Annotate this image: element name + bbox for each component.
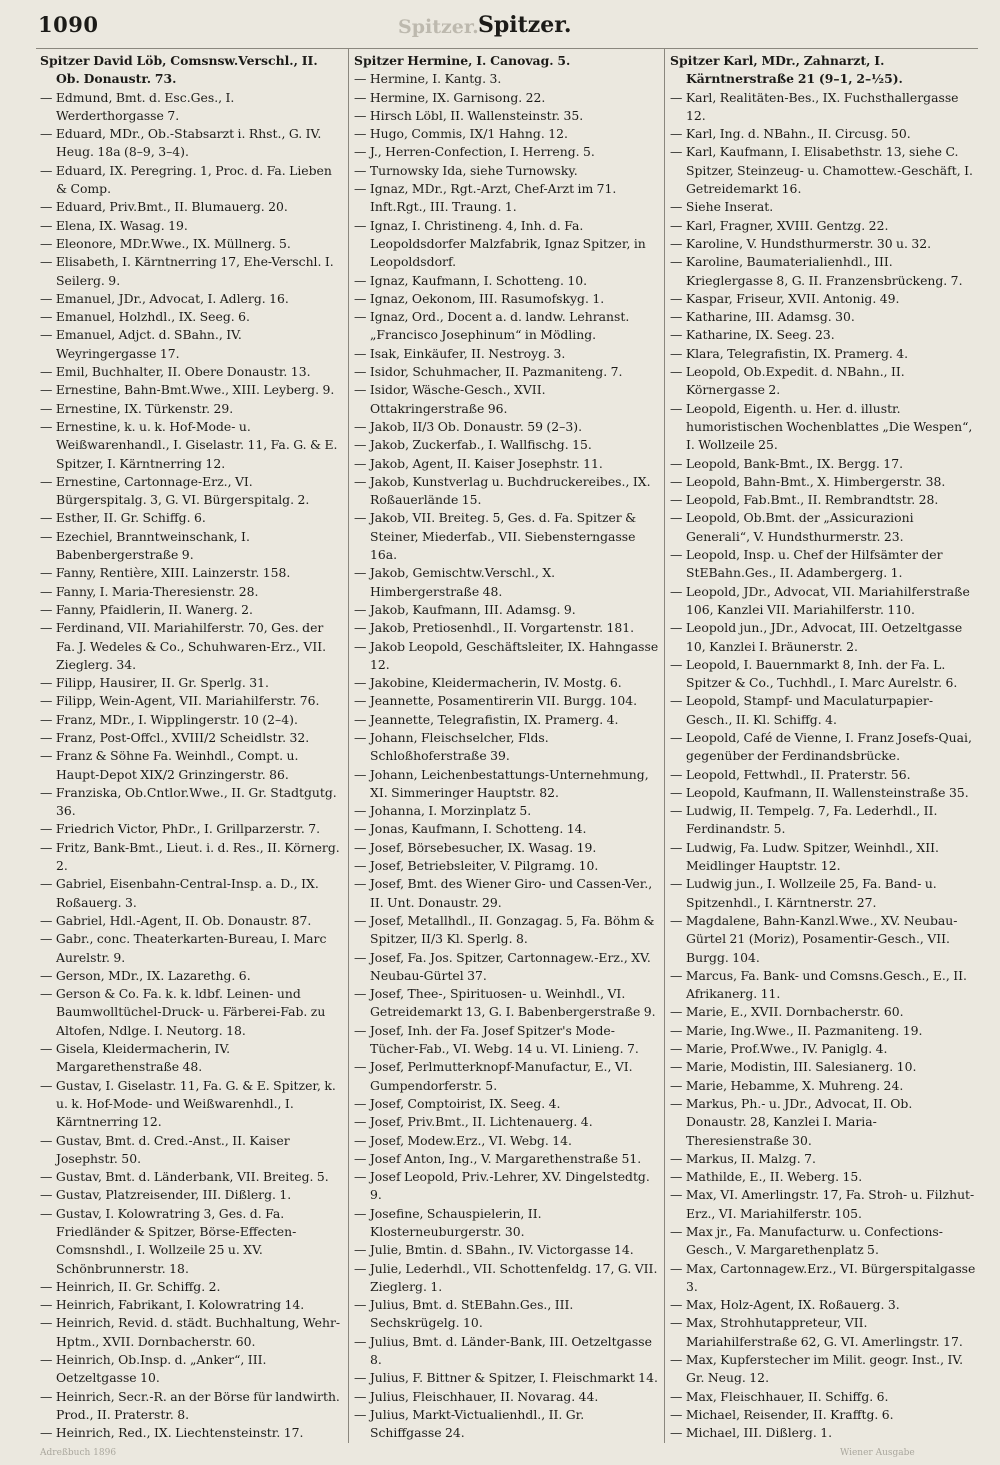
directory-entry: — Leopold, Fab.Bmt., II. Rembrandtstr. 28. [670, 492, 939, 508]
directory-entry: — Jakob, VII. Breiteg. 5, Ges. d. Fa. Spitzer & Steiner, Miederfab., VII. Siebensterngasse 16a. [354, 510, 637, 563]
directory-entry: — Leopold, Stampf- und Maculaturpapier-Gesch., II. Kl. Schiffg. 4. [670, 693, 934, 727]
directory-entry: — Jakob Leopold, Geschäftsleiter, IX. Hahngasse 12. [354, 638, 659, 672]
directory-entry: — Josef, Thee-, Spirituosen- u. Weinhdl., VI. Getreidemarkt 13, G. I. Babenbergerstraße 9. [354, 986, 656, 1020]
directory-entry: — Hermine, I. Kantg. 3. [354, 71, 502, 87]
directory-entry: — Heinrich, Fabrikant, I. Kolowratring 14. [40, 1297, 305, 1313]
directory-entry: — Marie, E., XVII. Dornbacherstr. 60. [670, 1004, 904, 1020]
running-title: Spitzer. [478, 12, 572, 38]
directory-entry: — Gabr., conc. Theaterkarten-Bureau, I. Marc Aurelstr. 9. [40, 931, 327, 965]
bleed-through-text: Spitzer. [398, 16, 479, 38]
directory-entry: — Gabriel, Hdl.-Agent, II. Ob. Donaustr. 87. [40, 912, 312, 928]
directory-entry: — Fanny, I. Maria-Theresienstr. 28. [40, 583, 259, 599]
directory-entry: — Jakob, Agent, II. Kaiser Josephstr. 11. [354, 455, 603, 471]
directory-entry: — Josef, Börsebesucher, IX. Wasag. 19. [354, 839, 597, 855]
directory-entry: — J., Herren-Confection, I. Herreng. 5. [354, 144, 595, 160]
directory-entry: — Max, Strohhutappreteur, VII. Mariahilferstraße 62, G. VI. Amerlingstr. 17. [670, 1315, 963, 1349]
directory-entry: — Ignaz, Oekonom, III. Rasumofskyg. 1. [354, 290, 605, 306]
directory-entry: — Josef, Betriebsleiter, V. Pilgramg. 10. [354, 858, 599, 874]
page-footer [0, 1446, 1000, 1462]
directory-entry: — Eduard, IX. Peregring. 1, Proc. d. Fa. Lieben & Comp. [40, 162, 332, 197]
directory-entry: — Ignaz, Ord., Docent a. d. landw. Lehranst. „Francisco Josephinum“ in Mödling. [354, 309, 630, 343]
directory-entry: — Julie, Bmtin. d. SBahn., IV. Victorgasse 14. [354, 1242, 634, 1258]
directory-entry: — Ferdinand, VII. Mariahilferstr. 70, Ges. der Fa. J. Wedeles & Co., Schuhwaren-Erz., VII. Zieglerg. 34. [40, 620, 327, 672]
directory-entry: — Emanuel, Adjct. d. SBahn., IV. Weyringergasse 17. [40, 327, 242, 361]
directory-entry: — Leopold, Café de Vienne, I. Franz Josefs-Quai, gegenüber der Ferdinandsbrücke. [670, 729, 972, 764]
directory-entry: — Heinrich, II. Gr. Schiffg. 2. [40, 1278, 221, 1294]
directory-entry: — Leopold, JDr., Advocat, VII. Mariahilferstraße 106, Kanzlei VII. Mariahilferstr. 110. [670, 583, 970, 617]
directory-entry: — Ignaz, MDr., Rgt.-Arzt, Chef-Arzt im 71. Inft.Rgt., III. Traung. 1. [354, 181, 617, 215]
directory-entry: — Mathilde, E., II. Weberg. 15. [670, 1169, 863, 1185]
directory-entry: — Josef, Comptoirist, IX. Seeg. 4. [354, 1095, 561, 1111]
directory-entry: — Hugo, Commis, IX/1 Hahng. 12. [354, 126, 568, 142]
directory-entry: — Isidor, Schuhmacher, II. Pazmaniteng. 7. [354, 364, 623, 380]
directory-entry: — Ezechiel, Branntweinschank, I. Babenbergerstraße 9. [40, 528, 250, 563]
directory-entry: — Leopold, Ob.Bmt. der „Assicurazioni Generali“, V. Hundsthurmerstr. 23. [670, 510, 914, 544]
directory-entry: — Ignaz, Kaufmann, I. Schotteng. 10. [354, 272, 588, 288]
directory-entry: — Heinrich, Secr.-R. an der Börse für landwirth. Prod., II. Praterstr. 8. [40, 1388, 340, 1422]
directory-entry: — Leopold, Bank-Bmt., IX. Bergg. 17. [670, 455, 904, 471]
directory-entry: — Max, Fleischhauer, II. Schiffg. 6. [670, 1388, 889, 1404]
header-rule [36, 48, 978, 49]
directory-entry: Spitzer Hermine, I. Canovag. 5. [354, 53, 571, 68]
directory-entry: — Markus, II. Malzg. 7. [670, 1150, 816, 1166]
directory-entry: — Karoline, V. Hundsthurmerstr. 30 u. 32. [670, 235, 932, 251]
directory-entry: — Leopold, Bahn-Bmt., X. Himbergerstr. 38. [670, 473, 946, 489]
directory-entry: — Ernestine, Bahn-Bmt.Wwe., XIII. Leyberg. 9. [40, 382, 335, 398]
directory-entry: — Friedrich Victor, PhDr., I. Grillparzerstr. 7. [40, 821, 321, 837]
directory-entry: — Emanuel, Holzhdl., IX. Seeg. 6. [40, 309, 250, 325]
directory-entry: — Julie, Lederhdl., VII. Schottenfeldg. 17, G. VII. Zieglerg. 1. [354, 1260, 658, 1294]
directory-entry: — Elisabeth, I. Kärntnerring 17, Ehe-Verschl. I. Seilerg. 9. [40, 254, 334, 288]
directory-entry: — Max jr., Fa. Manufacturw. u. Confections-Gesch., V. Margarethenplatz 5. [670, 1224, 943, 1258]
directory-entry: Spitzer David Löb, Comsnsw.Verschl., II. Ob. Donaustr. 73. [40, 53, 318, 87]
directory-entry: — Jakobine, Kleidermacherin, IV. Mostg. 6. [354, 675, 622, 691]
directory-entry: — Ignaz, I. Christineng. 4, Inh. d. Fa. Leopoldsdorfer Malzfabrik, Ignaz Spitzer, in Leopoldsdorf. [354, 217, 646, 270]
directory-entry: — Fanny, Rentière, XIII. Lainzerstr. 158. [40, 565, 291, 581]
directory-entry: — Max, Holz-Agent, IX. Roßauerg. 3. [670, 1297, 900, 1313]
directory-entry: — Max, VI. Amerlingstr. 17, Fa. Stroh- u. Filzhut-Erz., VI. Mariahilferstr. 105. [670, 1187, 975, 1221]
page-header [0, 6, 1000, 46]
directory-entry: — Gustav, Bmt. d. Cred.-Anst., II. Kaiser Josephstr. 50. [40, 1132, 290, 1166]
directory-entry: — Michael, III. Dißlerg. 1. [670, 1425, 833, 1441]
directory-entry: — Edmund, Bmt. d. Esc.Ges., I. Werderthorgasse 7. [40, 89, 235, 123]
directory-entry: — Emil, Buchhalter, II. Obere Donaustr. 13. [40, 364, 311, 380]
directory-entry: — Heinrich, Revid. d. städt. Buchhaltung, Wehr-Hptm., XVII. Dornbacherstr. 60. [40, 1315, 341, 1349]
directory-entry: — Julius, F. Bittner & Spitzer, I. Fleischmarkt 14. [354, 1370, 658, 1386]
directory-entry: — Franziska, Ob.Cntlor.Wwe., II. Gr. Stadtgutg. 36. [40, 784, 337, 819]
directory-entry: — Josef, Metallhdl., II. Gonzagag. 5, Fa. Böhm & Spitzer, II/3 Kl. Sperlg. 8. [354, 912, 655, 947]
directory-entry: — Marie, Prof.Wwe., IV. Paniglg. 4. [670, 1041, 888, 1057]
directory-entry: — Elena, IX. Wasag. 19. [40, 217, 188, 233]
directory-entry: — Jakob, Kunstverlag u. Buchdruckereibes., IX. Roßauerlände 15. [354, 473, 651, 508]
directory-entry: — Josef, Priv.Bmt., II. Lichtenauerg. 4. [354, 1114, 593, 1130]
directory-entry: — Jakob, Pretiosenhdl., II. Vorgartenstr. 181. [354, 620, 635, 636]
directory-entry: — Ernestine, IX. Türkenstr. 29. [40, 400, 234, 416]
directory-entry: — Johann, Fleischselcher, Flds. Schloßhoferstraße 39. [354, 729, 549, 764]
directory-entry: — Gustav, I. Giselastr. 11, Fa. G. & E. Spitzer, k. u. k. Hof-Mode- und Weißwarenhdl., I. Kärntnerring 12. [40, 1077, 336, 1130]
directory-entry: — Jakob, Kaufmann, III. Adamsg. 9. [354, 601, 576, 617]
directory-entry: — Gabriel, Eisenbahn-Central-Insp. a. D., IX. Roßauerg. 3. [40, 876, 319, 910]
directory-entry: — Gustav, Bmt. d. Länderbank, VII. Breiteg. 5. [40, 1169, 329, 1185]
directory-entry: — Emanuel, JDr., Advocat, I. Adlerg. 16. [40, 290, 289, 306]
directory-entry: — Leopold, Eigenth. u. Her. d. illustr. humoristischen Wochenblattes „Die Wespen“, I. Wollzeile 25. [670, 400, 973, 453]
directory-entry: — Karl, Fragner, XVIII. Gentzg. 22. [670, 217, 889, 233]
directory-entry: — Marie, Ing.Wwe., II. Pazmaniteng. 19. [670, 1022, 923, 1038]
column-2 [354, 52, 659, 1442]
directory-entry: — Esther, II. Gr. Schiffg. 6. [40, 510, 206, 526]
directory-entry: — Klara, Telegrafistin, IX. Pramerg. 4. [670, 345, 909, 361]
directory-entry: — Eduard, Priv.Bmt., II. Blumauerg. 20. [40, 199, 288, 215]
directory-entry: — Hirsch Löbl, II. Wallensteinstr. 35. [354, 107, 584, 123]
directory-entry: — Ludwig, Fa. Ludw. Spitzer, Weinhdl., XII. Meidlinger Hauptstr. 12. [670, 839, 939, 874]
directory-entry: — Heinrich, Red., IX. Liechtensteinstr. 17. [40, 1425, 304, 1441]
directory-entry: — Josefine, Schauspielerin, II. Klosterneuburgerstr. 30. [354, 1205, 542, 1239]
directory-entry: — Johanna, I. Morzinplatz 5. [354, 803, 532, 819]
directory-entry: — Michael, Reisender, II. Krafftg. 6. [670, 1406, 894, 1422]
directory-entry: — Franz, Post-Offcl., XVIII/2 Scheidlstr. 32. [40, 729, 310, 745]
directory-entry: — Kaspar, Friseur, XVII. Antonig. 49. [670, 290, 900, 306]
directory-entry: — Filipp, Wein-Agent, VII. Mariahilferstr. 76. [40, 693, 320, 709]
directory-entry: — Josef, Inh. der Fa. Josef Spitzer's Mode-Tücher-Fab., VI. Webg. 14 u. VI. Linieng. 7. [354, 1022, 639, 1057]
directory-entry: — Ernestine, k. u. k. Hof-Mode- u. Weißwarenhandl., I. Giselastr. 11, Fa. G. & E. Spitzer, I. Kärntnerring 12. [40, 418, 338, 471]
directory-entry: — Gerson, MDr., IX. Lazarethg. 6. [40, 967, 251, 983]
directory-entry: — Leopold, Ob.Expedit. d. NBahn., II. Körnergasse 2. [670, 364, 905, 398]
directory-entry: — Marie, Modistin, III. Salesianerg. 10. [670, 1059, 917, 1075]
directory-entry: — Karl, Ing. d. NBahn., II. Circusg. 50. [670, 126, 911, 142]
directory-entry: — Johann, Leichenbestattungs-Unternehmung, XI. Simmeringer Hauptstr. 82. [354, 766, 649, 800]
directory-entry: — Karoline, Baumaterialienhdl., III. Krieglergasse 8, G. II. Franzensbrückeng. 7. [670, 254, 963, 288]
directory-entry: — Karl, Kaufmann, I. Elisabethstr. 13, siehe C. Spitzer, Steinzeug- u. Chamottew.-Geschäft, I. Getreidemarkt 16. [670, 144, 973, 197]
directory-entry: — Julius, Markt-Victualienhdl., II. Gr. Schiffgasse 24. [354, 1406, 585, 1441]
directory-entry: — Jakob, Gemischtw.Verschl., X. Himbergerstraße 48. [354, 565, 556, 599]
directory-entry: — Jonas, Kaufmann, I. Schotteng. 14. [354, 821, 587, 837]
directory-entry: — Julius, Bmt. d. Länder-Bank, III. Oetzeltgasse 8. [354, 1333, 652, 1368]
directory-entry: — Fritz, Bank-Bmt., Lieut. i. d. Res., II. Körnerg. 2. [40, 839, 340, 874]
directory-entry: Spitzer Karl, MDr., Zahnarzt, I. Kärntnerstraße 21 (9–1, 2–½5). [670, 53, 903, 87]
directory-entry: — Julius, Fleischhauer, II. Novarag. 44. [354, 1388, 599, 1404]
directory-entry: — Heinrich, Ob.Insp. d. „Anker“, III. Oetzeltgasse 10. [40, 1352, 267, 1386]
directory-entry: — Jakob, Zuckerfab., I. Wallfischg. 15. [354, 437, 592, 453]
column-1 [40, 52, 342, 1442]
column-divider [348, 48, 349, 1443]
directory-entry: — Katharine, III. Adamsg. 30. [670, 309, 855, 325]
directory-entry: — Gerson & Co. Fa. k. k. ldbf. Leinen- und Baumwolltüchel-Druck- u. Färberei-Fab. zu Altofen, Ndlge. I. Neutorg. 18. [40, 986, 326, 1038]
directory-entry: — Josef Anton, Ing., V. Margarethenstraße 51. [354, 1150, 642, 1166]
directory-entry: — Marcus, Fa. Bank- und Comsns.Gesch., E., II. Afrikanerg. 11. [670, 967, 967, 1002]
directory-entry: — Gustav, Platzreisender, III. Dißlerg. 1. [40, 1187, 292, 1203]
directory-entry: — Leopold, Insp. u. Chef der Hilfsämter der StEBahn.Ges., II. Adambergerg. 1. [670, 547, 943, 581]
directory-entry: — Eduard, MDr., Ob.-Stabsarzt i. Rhst., G. IV. Heug. 18a (8–9, 3–4). [40, 126, 322, 160]
directory-entry: — Karl, Realitäten-Bes., IX. Fuchsthallergasse 12. [670, 89, 959, 123]
directory-entry: — Fanny, Pfaidlerin, II. Wanerg. 2. [40, 601, 253, 617]
directory-entry: — Josef, Modew.Erz., VI. Webg. 14. [354, 1132, 572, 1148]
directory-entry: — Josef, Fa. Jos. Spitzer, Cartonnagew.-Erz., XV. Neubau-Gürtel 37. [354, 949, 651, 983]
footer-left: Adreßbuch 1896 [40, 1448, 117, 1458]
directory-entry: — Leopold, I. Bauernmarkt 8, Inh. der Fa. L. Spitzer & Co., Tuchhdl., I. Marc Aurelstr. 6. [670, 656, 958, 691]
column-divider [664, 48, 665, 1443]
directory-entry: — Hermine, IX. Garnisong. 22. [354, 89, 546, 105]
directory-entry: — Siehe Inserat. [670, 199, 774, 215]
directory-entry: — Turnowsky Ida, siehe Turnowsky. [354, 162, 578, 178]
directory-entry: — Isak, Einkäufer, II. Nestroyg. 3. [354, 345, 566, 361]
directory-entry: — Eleonore, MDr.Wwe., IX. Müllnerg. 5. [40, 235, 291, 251]
directory-entry: — Max, Kupferstecher im Milit. geogr. Inst., IV. Gr. Neug. 12. [670, 1352, 964, 1386]
directory-entry: — Leopold, Fettwhdl., II. Praterstr. 56. [670, 766, 911, 782]
directory-entry: — Katharine, IX. Seeg. 23. [670, 327, 835, 343]
directory-entry: — Ernestine, Cartonnage-Erz., VI. Bürgerspitalg. 3, G. VI. Bürgerspitalg. 2. [40, 473, 310, 508]
directory-entry: — Jeannette, Telegrafistin, IX. Pramerg. 4. [354, 711, 619, 727]
directory-entry: — Jeannette, Posamentirerin VII. Burgg. 104. [354, 693, 638, 709]
column-3 [670, 52, 976, 1442]
directory-entry: — Leopold jun., JDr., Advocat, III. Oetzeltgasse 10, Kanzlei I. Bräunerstr. 2. [670, 620, 963, 654]
directory-entry: — Marie, Hebamme, X. Muhreng. 24. [670, 1077, 904, 1093]
directory-entry: — Filipp, Hausirer, II. Gr. Sperlg. 31. [40, 675, 269, 691]
directory-entry: — Max, Cartonnagew.Erz., VI. Bürgerspitalgasse 3. [670, 1260, 976, 1294]
directory-entry: — Gustav, I. Kolowratring 3, Ges. d. Fa. Friedländer & Spitzer, Börse-Effecten-Comsnshdl., I. Wollzeile 25 u. XV. Schönbrunnerstr. 18. [40, 1205, 297, 1276]
footer-right: Wiener Ausgabe [840, 1448, 915, 1458]
directory-entry: — Ludwig, II. Tempelg. 7, Fa. Lederhdl., II. Ferdinandstr. 5. [670, 803, 938, 837]
directory-entry: — Franz, MDr., I. Wipplingerstr. 10 (2–4). [40, 711, 298, 727]
directory-entry: — Markus, Ph.- u. JDr., Advocat, II. Ob. Donaustr. 28, Kanzlei I. Maria-Theresienstraße 30. [670, 1095, 913, 1148]
page-number: 1090 [38, 12, 99, 37]
directory-entry: — Julius, Bmt. d. StEBahn.Ges., III. Sechskrügelg. 10. [354, 1297, 574, 1331]
directory-entry: — Jakob, II/3 Ob. Donaustr. 59 (2–3). [354, 418, 583, 434]
directory-entry: — Josef, Perlmutterknopf-Manufactur, E., VI. Gumpendorferstr. 5. [354, 1059, 633, 1093]
directory-entry: — Gisela, Kleidermacherin, IV. Margarethenstraße 48. [40, 1041, 231, 1075]
directory-entry: — Leopold, Kaufmann, II. Wallensteinstraße 35. [670, 784, 969, 800]
directory-entry: — Ludwig jun., I. Wollzeile 25, Fa. Band- u. Spitzenhdl., I. Kärntnerstr. 27. [670, 876, 937, 910]
directory-entry: — Franz & Söhne Fa. Weinhdl., Compt. u. Haupt-Depot XIX/2 Grinzingerstr. 86. [40, 748, 299, 782]
directory-entry: — Magdalene, Bahn-Kanzl.Wwe., XV. Neubau-Gürtel 21 (Moriz), Posamentir-Gesch., VII. Burgg. 104. [670, 912, 958, 965]
directory-entry: — Josef, Bmt. des Wiener Giro- und Cassen-Ver., II. Unt. Donaustr. 29. [354, 876, 653, 910]
directory-entry: — Isidor, Wäsche-Gesch., XVII. Ottakringerstraße 96. [354, 382, 546, 416]
directory-entry: — Josef Leopold, Priv.-Lehrer, XV. Dingelstedtg. 9. [354, 1169, 650, 1203]
